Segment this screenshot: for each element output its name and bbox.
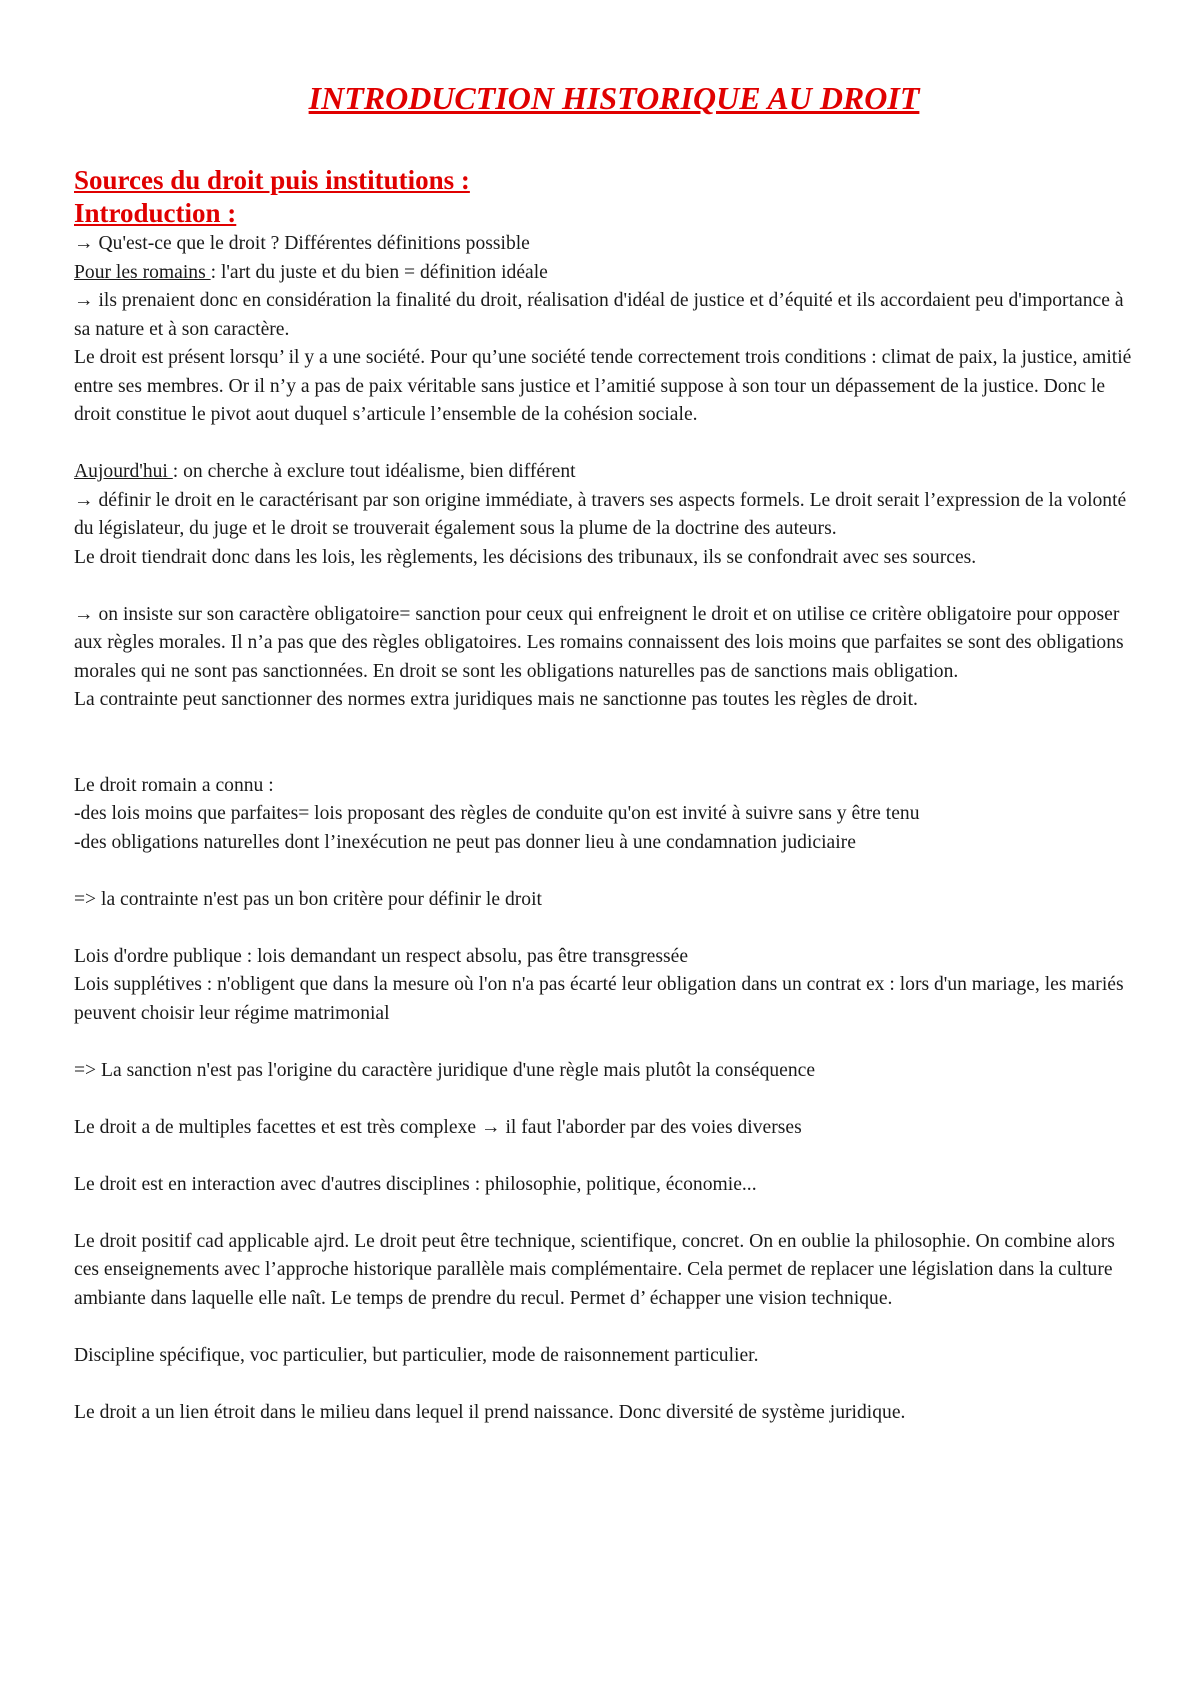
paragraph: Le droit tiendrait donc dans les lois, les règlements, les décisions des tribunaux, ils se confondrait avec ses sources. bbox=[74, 546, 977, 568]
list-item: -des obligations naturelles dont l’inexécution ne peut pas donner lieu à une condamnation judiciaire bbox=[74, 831, 856, 853]
paragraph: La contrainte peut sanctionner des normes extra juridiques mais ne sanctionne pas toutes les règles de droit. bbox=[74, 689, 918, 710]
paragraph: Discipline spécifique, voc particulier, but particulier, mode de raisonnement particulier. bbox=[74, 1344, 759, 1366]
paragraph: Le droit romain a connu : bbox=[74, 774, 274, 796]
spacer bbox=[74, 1142, 1140, 1171]
spacer bbox=[74, 430, 1140, 459]
spacer bbox=[74, 1370, 1140, 1399]
spacer bbox=[74, 572, 1140, 601]
heading-introduction: Introduction : bbox=[74, 198, 237, 228]
paragraph: Le droit a de multiples facettes et est très complexe → il faut l'aborder par des voies diverses bbox=[74, 1116, 802, 1138]
paragraph: → on insiste sur son caractère obligatoire= sanction pour ceux qui enfreignent le droit et on utilise ce critère obligatoire pour opposer aux règles morales. Il n’a pas que des règles obligatoires. Les romains connaissent des lois moins que parfaites se sont des obligations morales qui ne sont pas sanctionnées. En droit se sont les obligations naturelles pas de sanctions mais obligation. bbox=[74, 603, 1124, 682]
list-item: -des lois moins que parfaites= lois proposant des règles de conduite qu'on est invité à suivre sans y être tenu bbox=[74, 803, 920, 824]
paragraph bbox=[74, 259, 1140, 288]
underlined-label: Aujourd'hui bbox=[74, 461, 173, 482]
paragraph: Lois d'ordre publique : lois demandant un respect absolu, pas être transgressée bbox=[74, 945, 689, 967]
spacer bbox=[74, 857, 1140, 886]
paragraph: Lois supplétives : n'obligent que dans la mesure où l'on n'a pas écarté leur obligation dans un contrat ex : lors d'un mariage, les mariés peuvent choisir leur régime matrimonial bbox=[74, 974, 1124, 1024]
paragraph: => La sanction n'est pas l'origine du caractère juridique d'une règle mais plutôt la conséquence bbox=[74, 1059, 816, 1081]
document-title: INTRODUCTION HISTORIQUE AU DROIT bbox=[308, 80, 920, 116]
paragraph: Le droit a un lien étroit dans le milieu dans lequel il prend naissance. Donc diversité de système juridique. bbox=[74, 1401, 906, 1423]
paragraph: → ils prenaient donc en considération la finalité du droit, réalisation d'idéal de justice et d’équité et ils accordaient peu d'importance à sa nature et à son caractère. bbox=[74, 290, 1124, 340]
paragraph: Le droit est présent lorsqu’ il y a une société. Pour qu’une société tende correctement trois conditions : climat de paix, la justice, amitié entre ses membres. Or il n’y a pas de paix véritable sans justice et l’amitié suppose à son tour un dépassement de la justice. Donc le droit constitue le pivot aout duquel s’articule l’ensemble de la cohésion sociale. bbox=[74, 347, 1132, 425]
paragraph: Le droit positif cad applicable ajrd. Le droit peut être technique, scientifique, concret. On en oublie la philosophie. On combine alors ces enseignements avec l’approche historique parallèle mais complémentaire. Cela permet de replacer une législation dans la culture ambiante dans laquelle elle naît. Le temps de prendre du recul. Permet d’ échapper une vision technique. bbox=[74, 1230, 1115, 1309]
paragraph bbox=[74, 458, 1140, 487]
paragraph: → Qu'est-ce que le droit ? Différentes définitions possible bbox=[74, 233, 530, 254]
heading-sources: Sources du droit puis institutions : bbox=[74, 165, 470, 195]
paragraph-text: : on cherche à exclure tout idéalisme, bien différent bbox=[172, 461, 576, 482]
paragraph: => la contrainte n'est pas un bon critère pour définir le droit bbox=[74, 888, 542, 910]
spacer bbox=[74, 1028, 1140, 1057]
spacer bbox=[74, 1085, 1140, 1114]
spacer bbox=[74, 914, 1140, 943]
spacer bbox=[74, 1199, 1140, 1228]
spacer bbox=[74, 1313, 1140, 1342]
spacer bbox=[74, 715, 1140, 772]
paragraph: → définir le droit en le caractérisant par son origine immédiate, à travers ses aspects formels. Le droit serait l’expression de la volonté du législateur, du juge et le droit se trouverait également sous la plume de la doctrine des auteurs. bbox=[74, 489, 1127, 539]
underlined-label: Pour les romains bbox=[74, 261, 211, 283]
paragraph-text: : l'art du juste et du bien = définition idéale bbox=[210, 261, 548, 283]
paragraph: Le droit est en interaction avec d'autres disciplines : philosophie, politique, économie... bbox=[74, 1173, 757, 1195]
